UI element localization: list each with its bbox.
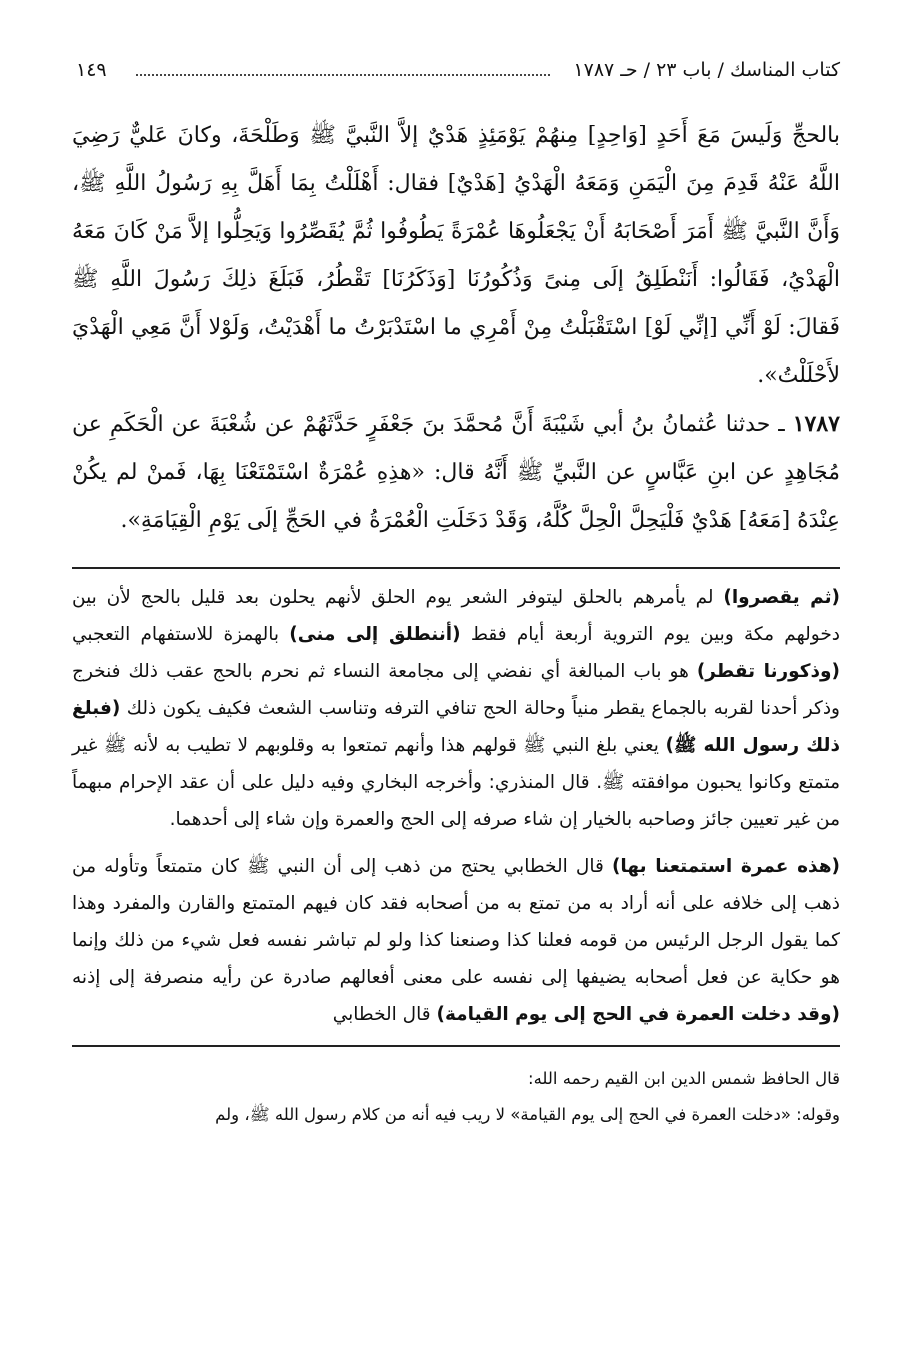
running-header [72,52,840,88]
footnote-intro: قال الحافظ شمس الدين ابن القيم رحمه الله: [528,1069,840,1088]
lemma: (وذكورنا تقطر) [696,661,840,682]
commentary-text: يعني بلغ النبي ﷺ قولهم هذا وأنهم تمتعوا به وقلوبهم لا تطيب به لأنه ﷺ غير متمتع وكانوا يحبون موافقته ﷺ. قال المنذري: وأخرجه البخاري وفيه دليل على أن عقد الإحرام مبهماً من غير تعيين جائز وصاحبه بالخيار إن شاء صرفه إلى الحج والعمرة وإن شاء إلى أحدهما. [72,735,840,830]
hadith-1786-continuation: بالحجِّ وَلَيسَ مَعَ أَحَدٍ [وَاحِدٍ] مِنهُمْ يَوْمَئِذٍ هَدْيٌ إلاَّ النَّبيَّ ﷺ وَطَلْحَةَ، وكانَ عَليٌّ رَضِيَ اللَّهُ عَنْهُ قَدِمَ مِنَ الْيَمَنِ وَمَعَهُ الْهَدْيُ [هَدْيٌ] فقال: أَهْلَلْتُ بِمَا أَهَلَّ بِهِ رَسُولُ اللَّهِ ﷺ، وَأَنَّ النَّبيَّ ﷺ أَمَرَ أَصْحَابَهُ أَنْ يَجْعَلُوهَا عُمْرَةً يَطُوفُوا ثُمَّ يُقَصِّرُوا وَيَحِلُّوا إلاَّ مَنْ كَانَ مَعَهُ الْهَدْيُ، فَقَالُوا: أَنَنْطَلِقُ إلَى مِنىً وَذُكُورُنَا [وَذَكَرُنَا] تَقْطُرُ، فَبَلَغَ ذلِكَ رَسُولَ اللَّهِ ﷺ فَقالَ: لَوْ أَنِّي [إنِّي لَوْ] اسْتَقْبَلْتُ مِنْ أَمْرِي ما اسْتَدْبَرْتُ ما أَهْدَيْتُ، وَلَوْلا أَنَّ مَعِي الْهَدْيَ لأَحْلَلْتُ». [72,123,840,388]
lemma: (وقد دخلت العمرة في الحج إلى يوم القيامة) [436,1004,840,1025]
commentary-text: هو باب المبالغة أي نفضي إلى مجامعة النساء ثم نحرم بالحج عقب ذلك فنخرج وذكر أحدنا لقربه بالجماع يقطر منياً وحالة الحج تنافي الترفه وتناسب الشعث فكيف يكون ذلك [72,661,840,719]
running-title: كتاب المناسك / باب ٢٣ / حـ ١٧٨٧ [573,59,840,81]
commentary-text: بالهمزة للاستفهام التعجبي [72,624,290,645]
page [72,52,840,1133]
hadith-1787 [72,400,840,545]
commentary-text: لم يأمرهم بالحلق ليتوفر الشعر يوم الحلق لأنهم يحلون بعد قليل بالحج لأن بين دخولهم مكة وبين يوم التروية أربعة أيام فقط [72,587,840,645]
dotted-leader [136,74,550,76]
divider-line [72,1045,840,1047]
commentary-text: قال الخطابي يحتج من ذهب إلى أن النبي ﷺ كان متمتعاً وتأوله من ذهب إلى خلافه على أنه أراد به من تمتع به من أصحابه فقد كان فيهم المتمتع والقارن والمفرد وهذا كما يقول الرجل الرئيس من قومه فعلنا كذا وصنعنا كذا ولو لم تباشر نفسه فعل شيء من ذلك وإنما هو حكاية عن فعل أصحابه يضيفها إلى نفسه على معنى أفعالهم صادرة عن رأيه منصرفة إلى إذنه [72,856,840,988]
hadith-number: ١٧٨٧ [792,411,840,437]
page-number: ١٤٩ [76,59,107,81]
lemma: (فبلغ ذلك رسول الله ﷺ) [72,698,840,756]
commentary-paragraph-2 [72,848,840,1033]
hadith-text: ـ حدثنا عُثمانُ بنُ أبي شَيْبَةَ أَنَّ مُحمَّدَ بنَ جَعْفَرٍ حَدَّثَهُمْ عن شُعْبَةَ عن الْحَكَمِ عن مُجَاهِدٍ عن ابنِ عَبَّاسٍ عن النَّبيِّ ﷺ أَنَّهُ قال: «هذِهِ عُمْرَةٌ اسْتَمْتَعْنَا بِهَا، فَمنْ لم يكُنْ عِنْدَهُ [مَعَهُ] هَدْيٌ فَلْيَحِلَّ الْحِلَّ كُلَّهُ، وَقَدْ دَخَلَتِ الْعُمْرَةُ في الحَجِّ إلَى يَوْمِ الْقِيَامَةِ». [72,412,840,533]
commentary-paragraph-1 [72,579,840,838]
lemma: (ثم يقصروا) [723,587,840,608]
footnote-text: وقوله: «دخلت العمرة في الحج إلى يوم القيامة» لا ريب فيه أنه من كلام رسول الله ﷺ، ولم [215,1105,840,1124]
divider-line [72,567,840,569]
lemma: (هذه عمرة استمتعنا بها) [611,856,840,877]
commentary-text: قال الخطابي [332,1004,437,1025]
lemma: (أننطلق إلى منى) [289,624,461,645]
